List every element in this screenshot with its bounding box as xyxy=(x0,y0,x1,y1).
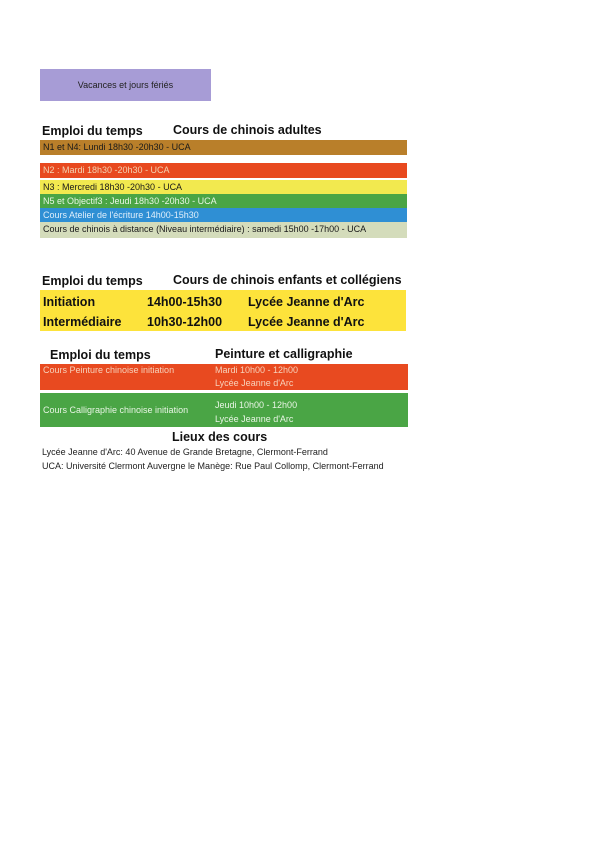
adult-row-text: N5 et Objectif3 : Jeudi 18h30 -20h30 - UCA xyxy=(43,196,217,206)
adults-heading-right: Cours de chinois adultes xyxy=(173,123,322,137)
painting-course: Cours Calligraphie chinoise initiation xyxy=(43,405,189,415)
adults-heading-left: Emploi du temps xyxy=(42,124,143,138)
adult-row-2 xyxy=(40,180,407,195)
kids-place: Lycée Jeanne d'Arc xyxy=(248,315,365,329)
adult-row-text: N1 et N4: Lundi 18h30 -20h30 - UCA xyxy=(43,142,191,152)
adult-row-4 xyxy=(40,208,407,223)
painting-time: Mardi 10h00 - 12h00 xyxy=(215,365,299,375)
kids-heading-right: Cours de chinois enfants et collégiens xyxy=(173,273,402,287)
kids-time: 10h30-12h00 xyxy=(147,315,223,329)
vacances-button[interactable] xyxy=(40,69,211,101)
painting-heading-left: Emploi du temps xyxy=(50,348,151,362)
adult-row-text: Cours Atelier de l'écriture 14h00-15h30 xyxy=(43,210,199,220)
kids-table xyxy=(40,290,406,331)
adult-row-text: N3 : Mercredi 18h30 -20h30 - UCA xyxy=(43,182,183,192)
painting-place: Lycée Jeanne d'Arc xyxy=(215,378,294,388)
adult-row-5 xyxy=(40,222,407,238)
painting-course: Cours Peinture chinoise initiation xyxy=(43,365,175,375)
lieux-title: Lieux des cours xyxy=(172,430,268,444)
painting-heading-right: Peinture et calligraphie xyxy=(215,347,353,361)
painting-place: Lycée Jeanne d'Arc xyxy=(215,414,294,424)
kids-place: Lycée Jeanne d'Arc xyxy=(248,295,365,309)
kids-heading-left: Emploi du temps xyxy=(42,274,143,288)
kids-level: Initiation xyxy=(43,295,96,309)
adult-row-0 xyxy=(40,140,407,155)
painting-time: Jeudi 10h00 - 12h00 xyxy=(215,400,298,410)
kids-level: Intermédiaire xyxy=(43,315,122,329)
kids-time: 14h00-15h30 xyxy=(147,295,223,309)
lieux-line-0: Lycée Jeanne d'Arc: 40 Avenue de Grande Bretagne, Clermont-Ferrand xyxy=(42,447,328,457)
painting-row-1 xyxy=(40,393,408,427)
vacances-label: Vacances et jours fériés xyxy=(77,80,174,90)
adult-row-1 xyxy=(40,163,407,178)
painting-row-0 xyxy=(40,364,408,390)
lieux-line-1: UCA: Université Clermont Auvergne le Manège: Rue Paul Collomp, Clermont-Ferrand xyxy=(42,461,384,471)
adult-row-text: N2 : Mardi 18h30 -20h30 - UCA xyxy=(43,165,170,175)
adult-row-3 xyxy=(40,194,407,209)
adult-row-text: Cours de chinois à distance (Niveau intermédiaire) : samedi 15h00 -17h00 - UCA xyxy=(43,224,367,234)
